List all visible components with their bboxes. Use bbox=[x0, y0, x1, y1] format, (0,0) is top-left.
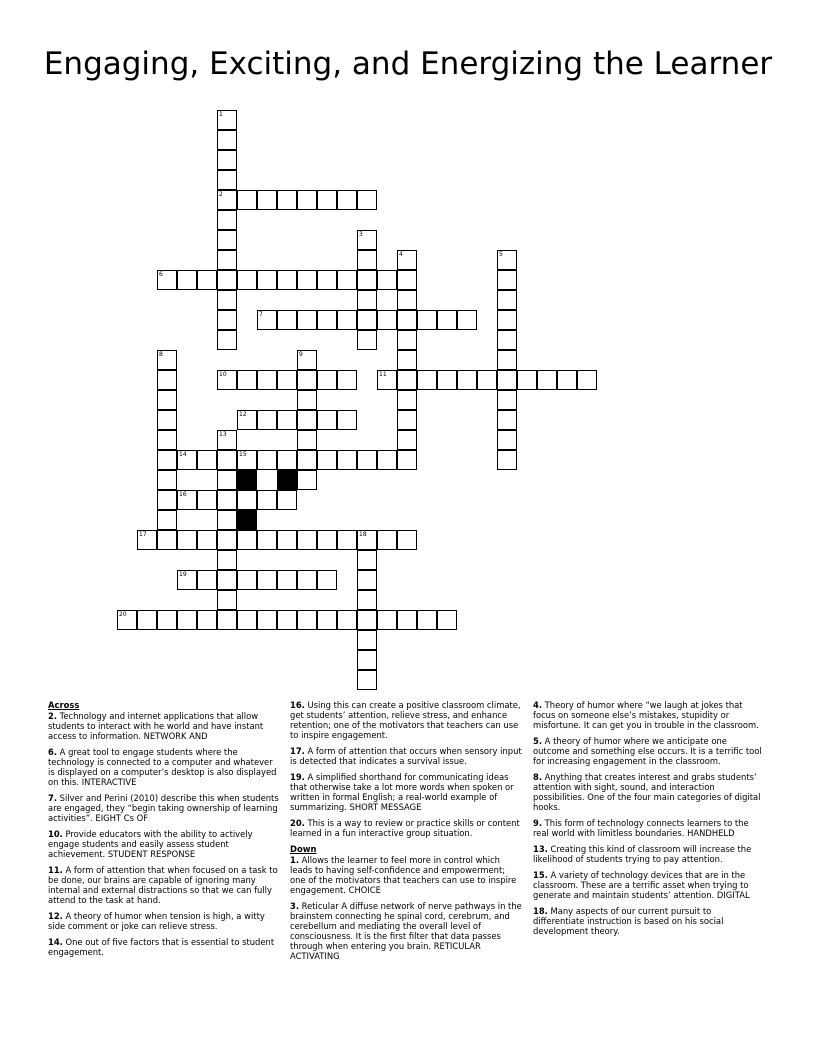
clue-number-label: 18. bbox=[533, 906, 548, 916]
grid-cell[interactable] bbox=[397, 270, 417, 290]
grid-cell[interactable] bbox=[357, 610, 377, 630]
grid-cell[interactable] bbox=[297, 430, 317, 450]
grid-cell[interactable] bbox=[237, 270, 257, 290]
grid-cell[interactable] bbox=[457, 370, 477, 390]
grid-cell[interactable] bbox=[297, 570, 317, 590]
clue-text: A form of attention that when focused on a task to be done, our brains are capable of ignoring many internal and external distractions so that we can fully attend to the task at hand. bbox=[48, 865, 278, 905]
clue-number: 7 bbox=[259, 311, 263, 318]
grid-cell[interactable] bbox=[377, 310, 397, 330]
grid-cell[interactable] bbox=[497, 330, 517, 350]
grid-cell[interactable] bbox=[437, 370, 457, 390]
across-clue bbox=[290, 772, 522, 812]
grid-cell[interactable] bbox=[157, 430, 177, 450]
clues-column-3 bbox=[533, 700, 765, 942]
grid-cell[interactable] bbox=[297, 530, 317, 550]
grid-cell[interactable] bbox=[217, 190, 237, 210]
grid-cell[interactable] bbox=[217, 570, 237, 590]
grid-cell[interactable] bbox=[337, 370, 357, 390]
grid-cell[interactable] bbox=[217, 330, 237, 350]
clue-text: Using this can create a positive classroom climate, get students’ attention, relieve stress, and enhance retention; one of the motivators that teachers can use to inspire engagement. bbox=[290, 700, 521, 740]
grid-cell[interactable] bbox=[237, 490, 257, 510]
grid-cell[interactable] bbox=[177, 270, 197, 290]
clue-text: Allows the learner to feel more in control which leads to having self-confidence and empowerment; one of the motivators that teachers can use to inspire engagement. CHOICE bbox=[290, 855, 517, 895]
clue-text: A simplified shorthand for communicating ideas that otherwise take a lot more words when spoken or written in formal English; a real-world example of summarizing. SHORT MESSAGE bbox=[290, 772, 514, 812]
clue-number: 10 bbox=[219, 371, 227, 378]
grid-cell[interactable] bbox=[197, 610, 217, 630]
grid-cell[interactable] bbox=[157, 390, 177, 410]
shaded-square bbox=[237, 470, 257, 490]
grid-cell[interactable] bbox=[177, 490, 197, 510]
grid-cell[interactable] bbox=[277, 270, 297, 290]
across-clue bbox=[48, 747, 280, 787]
grid-cell[interactable] bbox=[497, 290, 517, 310]
grid-cell[interactable] bbox=[157, 510, 177, 530]
grid-cell[interactable] bbox=[277, 410, 297, 430]
grid-cell[interactable] bbox=[217, 170, 237, 190]
grid-cell[interactable] bbox=[377, 610, 397, 630]
down-clue bbox=[533, 700, 765, 730]
grid-cell[interactable] bbox=[357, 670, 377, 690]
grid-cell[interactable] bbox=[457, 310, 477, 330]
grid-cell[interactable] bbox=[477, 370, 497, 390]
grid-cell[interactable] bbox=[297, 390, 317, 410]
clue-number: 18 bbox=[359, 531, 367, 538]
across-clue bbox=[290, 746, 522, 766]
grid-cell[interactable] bbox=[177, 450, 197, 470]
grid-cell[interactable] bbox=[397, 330, 417, 350]
across-clue bbox=[48, 829, 280, 859]
grid-cell[interactable] bbox=[217, 310, 237, 330]
grid-cell[interactable] bbox=[237, 410, 257, 430]
grid-cell[interactable] bbox=[357, 530, 377, 550]
clue-number: 6 bbox=[159, 271, 163, 278]
clue-number: 17 bbox=[139, 531, 147, 538]
down-heading: Down bbox=[290, 844, 317, 854]
grid-cell[interactable] bbox=[557, 370, 577, 390]
across-clue bbox=[48, 865, 280, 905]
grid-cell[interactable] bbox=[237, 530, 257, 550]
across-clue bbox=[48, 911, 280, 931]
clue-text: Theory of humor where “we laugh at jokes that focus on someone else’s mistakes, stupidity or misfortune. It can get you in trouble in the classroom. bbox=[533, 700, 759, 730]
grid-cell[interactable] bbox=[437, 310, 457, 330]
grid-cell[interactable] bbox=[157, 490, 177, 510]
grid-cell[interactable] bbox=[397, 290, 417, 310]
clue-text: Technology and internet applications that allow students to interact with he world and have instant access to information. NETWORK AND bbox=[48, 711, 264, 741]
grid-cell[interactable] bbox=[217, 590, 237, 610]
grid-cell[interactable] bbox=[397, 390, 417, 410]
clue-number-label: 19. bbox=[290, 772, 305, 782]
grid-cell[interactable] bbox=[237, 370, 257, 390]
clue-text: A form of attention that occurs when sensory input is detected that indicates a survival issue. bbox=[290, 746, 522, 766]
clue-number-label: 1. bbox=[290, 855, 300, 865]
grid-cell[interactable] bbox=[337, 610, 357, 630]
grid-cell[interactable] bbox=[397, 310, 417, 330]
grid-cell[interactable] bbox=[277, 530, 297, 550]
grid-cell[interactable] bbox=[497, 310, 517, 330]
grid-cell[interactable] bbox=[277, 570, 297, 590]
clue-number-label: 15. bbox=[533, 870, 548, 880]
grid-cell[interactable] bbox=[497, 450, 517, 470]
across-heading: Across bbox=[48, 700, 80, 710]
grid-cell[interactable] bbox=[157, 270, 177, 290]
clue-text: This form of technology connects learners to the real world with limitless boundaries. HANDHELD bbox=[533, 818, 749, 838]
clue-number: 12 bbox=[239, 411, 247, 418]
grid-cell[interactable] bbox=[237, 570, 257, 590]
clue-number: 16 bbox=[179, 491, 187, 498]
clue-text: One out of five factors that is essential to student engagement. bbox=[48, 937, 275, 957]
clue-number-label: 10. bbox=[48, 829, 63, 839]
grid-cell[interactable] bbox=[317, 270, 337, 290]
grid-cell[interactable] bbox=[157, 610, 177, 630]
grid-cell[interactable] bbox=[257, 570, 277, 590]
clue-number: 20 bbox=[119, 611, 127, 618]
clue-number-label: 8. bbox=[533, 772, 543, 782]
across-clue bbox=[48, 793, 280, 823]
puzzle-title: Engaging, Exciting, and Energizing the Learner bbox=[43, 46, 773, 82]
grid-cell[interactable] bbox=[217, 130, 237, 150]
grid-cell[interactable] bbox=[277, 190, 297, 210]
grid-cell[interactable] bbox=[277, 310, 297, 330]
grid-cell[interactable] bbox=[337, 270, 357, 290]
clue-number-label: 20. bbox=[290, 818, 305, 828]
grid-cell[interactable] bbox=[217, 290, 237, 310]
grid-cell[interactable] bbox=[417, 310, 437, 330]
grid-cell[interactable] bbox=[357, 450, 377, 470]
grid-cell[interactable] bbox=[357, 230, 377, 250]
clue-text: Creating this kind of classroom will increase the likelihood of students trying to pay attention. bbox=[533, 844, 752, 864]
grid-cell[interactable] bbox=[357, 550, 377, 570]
clue-text: Silver and Perini (2010) describe this when students are engaged, they “begin taking ownership of learning activities”. EIGHT Cs OF bbox=[48, 793, 279, 823]
grid-cell[interactable] bbox=[297, 190, 317, 210]
grid-cell[interactable] bbox=[397, 610, 417, 630]
grid-cell[interactable] bbox=[217, 110, 237, 130]
grid-cell[interactable] bbox=[317, 190, 337, 210]
grid-cell[interactable] bbox=[357, 330, 377, 350]
clues-column-2 bbox=[290, 700, 522, 967]
clue-number-label: 16. bbox=[290, 700, 305, 710]
grid-cell[interactable] bbox=[177, 530, 197, 550]
grid-cell[interactable] bbox=[397, 430, 417, 450]
clue-number-label: 11. bbox=[48, 865, 63, 875]
grid-cell[interactable] bbox=[137, 610, 157, 630]
grid-cell[interactable] bbox=[117, 610, 137, 630]
clue-number-label: 12. bbox=[48, 911, 63, 921]
grid-cell[interactable] bbox=[277, 450, 297, 470]
grid-cell[interactable] bbox=[437, 610, 457, 630]
clue-number-label: 2. bbox=[48, 711, 58, 721]
grid-cell[interactable] bbox=[217, 230, 237, 250]
grid-cell[interactable] bbox=[297, 450, 317, 470]
grid-cell[interactable] bbox=[277, 490, 297, 510]
grid-cell[interactable] bbox=[297, 470, 317, 490]
grid-cell[interactable] bbox=[317, 450, 337, 470]
grid-cell[interactable] bbox=[317, 310, 337, 330]
grid-cell[interactable] bbox=[397, 250, 417, 270]
grid-cell[interactable] bbox=[357, 290, 377, 310]
grid-cell[interactable] bbox=[417, 610, 437, 630]
clue-number: 19 bbox=[179, 571, 187, 578]
clue-text: A great tool to engage students where the technology is connected to a computer and whatever is displayed on a computer’s desktop is also displayed on this. INTERACTIVE bbox=[48, 747, 277, 787]
clue-number: 1 bbox=[219, 111, 223, 118]
clue-number-label: 6. bbox=[48, 747, 58, 757]
grid-cell[interactable] bbox=[217, 470, 237, 490]
down-clue bbox=[533, 736, 765, 766]
grid-cell[interactable] bbox=[397, 370, 417, 390]
grid-cell[interactable] bbox=[397, 450, 417, 470]
clue-text: A theory of humor when tension is high, a witty side comment or joke can relieve stress. bbox=[48, 911, 265, 931]
grid-cell[interactable] bbox=[317, 570, 337, 590]
grid-cell[interactable] bbox=[217, 150, 237, 170]
grid-cell[interactable] bbox=[517, 370, 537, 390]
grid-cell[interactable] bbox=[577, 370, 597, 390]
grid-cell[interactable] bbox=[357, 650, 377, 670]
grid-cell[interactable] bbox=[497, 370, 517, 390]
grid-cell[interactable] bbox=[197, 570, 217, 590]
clue-text: This is a way to review or practice skills or content learned in a fun interactive group situation. bbox=[290, 818, 520, 838]
grid-cell[interactable] bbox=[157, 530, 177, 550]
shaded-square bbox=[277, 470, 297, 490]
grid-cell[interactable] bbox=[217, 210, 237, 230]
across-clue bbox=[48, 711, 280, 741]
grid-cell[interactable] bbox=[157, 410, 177, 430]
down-clue bbox=[533, 772, 765, 812]
clue-text: Provide educators with the ability to actively engage students and easily assess student achievement. STUDENT RESPONSE bbox=[48, 829, 253, 859]
grid-cell[interactable] bbox=[157, 450, 177, 470]
grid-cell[interactable] bbox=[137, 530, 157, 550]
grid-cell[interactable] bbox=[297, 370, 317, 390]
grid-cell[interactable] bbox=[357, 310, 377, 330]
clue-number-label: 13. bbox=[533, 844, 548, 854]
grid-cell[interactable] bbox=[257, 310, 277, 330]
grid-cell[interactable] bbox=[217, 270, 237, 290]
grid-cell[interactable] bbox=[337, 310, 357, 330]
grid-cell[interactable] bbox=[497, 410, 517, 430]
grid-cell[interactable] bbox=[197, 450, 217, 470]
grid-cell[interactable] bbox=[257, 610, 277, 630]
grid-cell[interactable] bbox=[397, 530, 417, 550]
clue-number: 11 bbox=[379, 371, 387, 378]
across-clue bbox=[290, 700, 522, 740]
grid-cell[interactable] bbox=[257, 450, 277, 470]
grid-cell[interactable] bbox=[257, 530, 277, 550]
grid-cell[interactable] bbox=[337, 530, 357, 550]
grid-cell[interactable] bbox=[317, 370, 337, 390]
grid-cell[interactable] bbox=[297, 270, 317, 290]
grid-cell[interactable] bbox=[257, 190, 277, 210]
grid-cell[interactable] bbox=[357, 250, 377, 270]
grid-cell[interactable] bbox=[257, 270, 277, 290]
grid-cell[interactable] bbox=[497, 350, 517, 370]
grid-cell[interactable] bbox=[337, 410, 357, 430]
grid-cell[interactable] bbox=[317, 410, 337, 430]
across-clue bbox=[290, 818, 522, 838]
grid-cell[interactable] bbox=[217, 370, 237, 390]
grid-cell[interactable] bbox=[257, 370, 277, 390]
grid-cell[interactable] bbox=[497, 250, 517, 270]
grid-cell[interactable] bbox=[197, 490, 217, 510]
grid-cell[interactable] bbox=[157, 350, 177, 370]
clue-number-label: 3. bbox=[290, 901, 300, 911]
clue-number-label: 4. bbox=[533, 700, 543, 710]
grid-cell[interactable] bbox=[317, 610, 337, 630]
down-clue bbox=[290, 901, 522, 961]
clue-number: 8 bbox=[159, 351, 163, 358]
clue-number-label: 14. bbox=[48, 937, 63, 947]
grid-cell[interactable] bbox=[237, 190, 257, 210]
grid-cell[interactable] bbox=[177, 610, 197, 630]
down-clue bbox=[533, 818, 765, 838]
across-clue bbox=[48, 937, 280, 957]
down-clue bbox=[533, 844, 765, 864]
grid-cell[interactable] bbox=[217, 430, 237, 450]
grid-cell[interactable] bbox=[497, 390, 517, 410]
clue-text: Anything that creates interest and grabs students’ attention with sight, sound, and interaction possibilities. One of the four main categories of digital hooks. bbox=[533, 772, 761, 812]
grid-cell[interactable] bbox=[157, 470, 177, 490]
grid-cell[interactable] bbox=[217, 510, 237, 530]
grid-cell[interactable] bbox=[257, 410, 277, 430]
grid-cell[interactable] bbox=[297, 310, 317, 330]
grid-cell[interactable] bbox=[197, 530, 217, 550]
grid-cell[interactable] bbox=[277, 610, 297, 630]
grid-cell[interactable] bbox=[497, 430, 517, 450]
grid-cell[interactable] bbox=[357, 270, 377, 290]
grid-cell[interactable] bbox=[217, 250, 237, 270]
clue-number: 2 bbox=[219, 191, 223, 198]
clue-number-label: 17. bbox=[290, 746, 305, 756]
clue-number: 9 bbox=[299, 351, 303, 358]
clue-number: 15 bbox=[239, 451, 247, 458]
grid-cell[interactable] bbox=[297, 410, 317, 430]
grid-cell[interactable] bbox=[297, 350, 317, 370]
grid-cell[interactable] bbox=[197, 270, 217, 290]
grid-cell[interactable] bbox=[297, 610, 317, 630]
grid-cell[interactable] bbox=[357, 190, 377, 210]
clue-text: Reticular A diffuse network of nerve pathways in the brainstem connecting he spinal cord, cerebrum, and cerebellum and mediating the overall level of consciousness. It is the first filter that data passes through when entering you brain. RETICULAR ACTIVATING bbox=[290, 901, 522, 961]
down-clue bbox=[533, 870, 765, 900]
grid-cell[interactable] bbox=[217, 530, 237, 550]
clue-number: 13 bbox=[219, 431, 227, 438]
clue-text: A theory of humor where we anticipate one outcome and something else occurs. It is a terrific tool for increasing engagement in the classroom. bbox=[533, 736, 762, 766]
grid-cell[interactable] bbox=[237, 450, 257, 470]
grid-cell[interactable] bbox=[217, 610, 237, 630]
grid-cell[interactable] bbox=[357, 630, 377, 650]
grid-cell[interactable] bbox=[357, 590, 377, 610]
clue-number: 3 bbox=[359, 231, 363, 238]
down-clue bbox=[290, 855, 522, 895]
grid-cell[interactable] bbox=[537, 370, 557, 390]
clues-column-1 bbox=[48, 700, 280, 963]
grid-cell[interactable] bbox=[377, 370, 397, 390]
grid-cell[interactable] bbox=[417, 370, 437, 390]
clue-text: A variety of technology devices that are in the classroom. These are a terrific asset when trying to generate and maintain students’ attention. DIGITAL bbox=[533, 870, 750, 900]
grid-cell[interactable] bbox=[317, 530, 337, 550]
grid-cell[interactable] bbox=[237, 610, 257, 630]
grid-cell[interactable] bbox=[377, 450, 397, 470]
grid-cell[interactable] bbox=[377, 530, 397, 550]
grid-cell[interactable] bbox=[257, 490, 277, 510]
grid-cell[interactable] bbox=[337, 450, 357, 470]
grid-cell[interactable] bbox=[177, 570, 197, 590]
grid-cell[interactable] bbox=[497, 270, 517, 290]
grid-cell[interactable] bbox=[157, 370, 177, 390]
grid-cell[interactable] bbox=[337, 190, 357, 210]
grid-cell[interactable] bbox=[277, 370, 297, 390]
clue-number: 5 bbox=[499, 251, 503, 258]
grid-cell[interactable] bbox=[217, 450, 237, 470]
clue-text: Many aspects of our current pursuit to differentiate instruction is based on his social development theory. bbox=[533, 906, 724, 936]
down-clue bbox=[533, 906, 765, 936]
grid-cell[interactable] bbox=[397, 350, 417, 370]
grid-cell[interactable] bbox=[377, 270, 397, 290]
grid-cell[interactable] bbox=[397, 410, 417, 430]
grid-cell[interactable] bbox=[217, 550, 237, 570]
clue-number-label: 5. bbox=[533, 736, 543, 746]
clue-number-label: 7. bbox=[48, 793, 58, 803]
clue-number: 4 bbox=[399, 251, 403, 258]
grid-cell[interactable] bbox=[357, 570, 377, 590]
clue-number-label: 9. bbox=[533, 818, 543, 828]
shaded-square bbox=[237, 510, 257, 530]
clue-number: 14 bbox=[179, 451, 187, 458]
grid-cell[interactable] bbox=[217, 490, 237, 510]
